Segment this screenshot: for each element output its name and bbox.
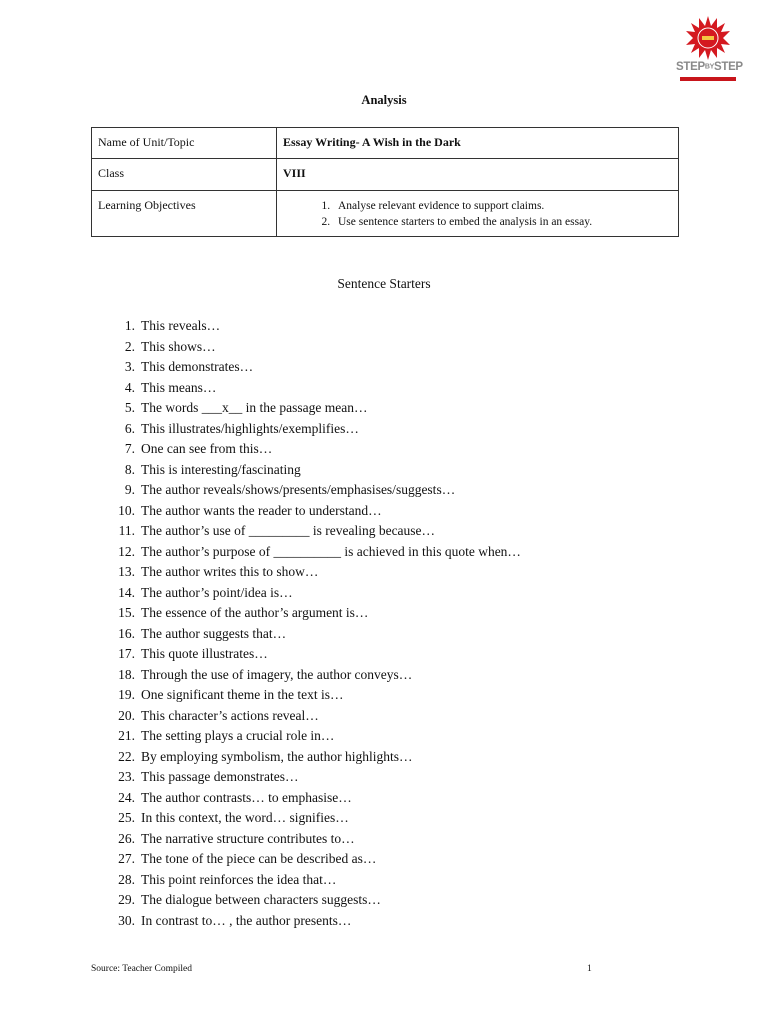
list-item [113,501,521,522]
sentence-starters-list [113,316,521,931]
list-item-text: One significant theme in the text is… [141,687,344,702]
list-item-text: The author wants the reader to understand… [141,502,382,518]
list-item [113,788,521,809]
list-item-number: 14. [118,584,135,600]
logo-wordmark: STEPBYSTEP [676,61,743,73]
list-item-text: This point reinforces the idea that… [141,871,337,887]
school-logo [676,14,743,84]
list-item [113,665,521,686]
list-item-number: 6. [124,420,135,436]
list-item-text: The author writes this to show… [141,564,319,579]
learning-objectives-list [283,198,672,230]
list-item [113,603,521,624]
list-item-text: The tone of the piece can be described as… [141,851,377,866]
list-item [113,890,521,911]
list-item [113,398,521,419]
unit-info-table [91,127,679,237]
table-row [92,159,679,191]
list-item [113,726,521,747]
list-item-text: The author suggests that… [141,625,287,641]
list-item-number: 30. [118,912,135,928]
list-item-text: The author reveals/shows/presents/emphasises/suggests… [141,482,456,497]
list-item [113,808,521,829]
list-item [113,542,521,563]
list-item [113,583,521,604]
list-item [113,480,521,501]
list-item-number: 13. [118,564,135,579]
list-item-text: This is interesting/fascinating [141,461,301,477]
list-item-number: 12. [118,543,135,559]
list-item [113,378,521,399]
list-item-number: 22. [118,748,135,764]
list-item-number: 16. [118,625,135,641]
list-item: 2. Use sentence starters to embed the analysis in an essay. [333,214,672,230]
list-item-text: In this context, the word… signifies… [141,810,349,825]
list-item-text: This character’s actions reveal… [141,707,319,723]
page-title: Analysis [361,93,407,107]
list-item-number: 1. [124,318,135,333]
list-item-number: 19. [118,687,135,702]
list-item-text: The words ___x__ in the passage mean… [141,400,368,415]
list-item-number: 10. [118,502,135,518]
list-item [113,685,521,706]
list-item-text: The essence of the author’s argument is… [141,605,369,620]
list-item [113,624,521,645]
list-item-number: 23. [118,769,135,784]
list-item [113,460,521,481]
list-item-number: 25. [118,810,135,825]
list-item-number: 17. [118,646,135,661]
list-item [113,849,521,870]
list-item [113,521,521,542]
list-item [113,337,521,358]
list-item-text: By employing symbolism, the author highlights… [141,748,413,764]
list-item-text: This passage demonstrates… [141,769,299,784]
list-item-number: 20. [118,707,135,723]
list-item [113,419,521,440]
list-item-text: This illustrates/highlights/exemplifies… [141,420,359,436]
page-number: 1 [587,964,592,974]
list-item-number: 4. [124,379,135,395]
list-item [113,439,521,460]
list-item [113,829,521,850]
list-item-number: 3. [124,359,135,374]
logo-underline [680,77,736,81]
unit-topic-label: Name of Unit/Topic [92,128,277,159]
unit-topic-value: Essay Writing- A Wish in the Dark [277,128,679,159]
sun-emblem-icon [676,14,740,60]
list-item-number: 18. [118,666,135,682]
list-item [113,706,521,727]
table-row [92,191,679,237]
class-label: Class [92,159,277,191]
list-item [113,911,521,932]
list-item-text: The author’s use of _________ is revealing because… [141,523,436,538]
list-item [113,870,521,891]
list-item-number: 28. [118,871,135,887]
learning-objectives-label: Learning Objectives [92,191,277,237]
list-item-number: 24. [118,789,135,805]
list-item-text: The dialogue between characters suggests… [141,892,381,907]
list-item-number: 7. [124,441,135,456]
list-item-number: 5. [124,400,135,415]
list-item-number: 9. [124,482,135,497]
list-item-text: The author contrasts… to emphasise… [141,789,352,805]
list-item-number: 11. [118,523,135,538]
learning-objectives-cell [277,191,679,237]
list-item-number: 29. [118,892,135,907]
list-item-text: The narrative structure contributes to… [141,830,355,846]
list-item-text: The author’s purpose of __________ is achieved in this quote when… [141,543,521,559]
list-item-text: This demonstrates… [141,359,254,374]
list-item [113,767,521,788]
list-item [113,357,521,378]
list-item-text: This quote illustrates… [141,646,268,661]
section-title: Sentence Starters [337,276,431,291]
list-item-text: Through the use of imagery, the author conveys… [141,666,413,682]
list-item-number: 21. [118,728,135,743]
list-item-number: 27. [118,851,135,866]
list-item: 1. Analyse relevant evidence to support claims. [333,198,672,214]
list-item-text: The author’s point/idea is… [141,584,293,600]
list-item-number: 2. [124,338,135,354]
list-item-text: This shows… [141,338,216,354]
list-item [113,747,521,768]
list-item [113,316,521,337]
table-row [92,128,679,159]
footer-source: Source: Teacher Compiled [91,964,192,974]
list-item-number: 8. [124,461,135,477]
list-item-number: 15. [118,605,135,620]
list-item-text: In contrast to… , the author presents… [141,912,352,928]
list-item-text: This means… [141,379,217,395]
list-item-number: 26. [118,830,135,846]
list-item-text: One can see from this… [141,441,273,456]
list-item [113,644,521,665]
list-item-text: This reveals… [141,318,221,333]
list-item-text: The setting plays a crucial role in… [141,728,335,743]
class-value: VIII [277,159,679,191]
list-item [113,562,521,583]
